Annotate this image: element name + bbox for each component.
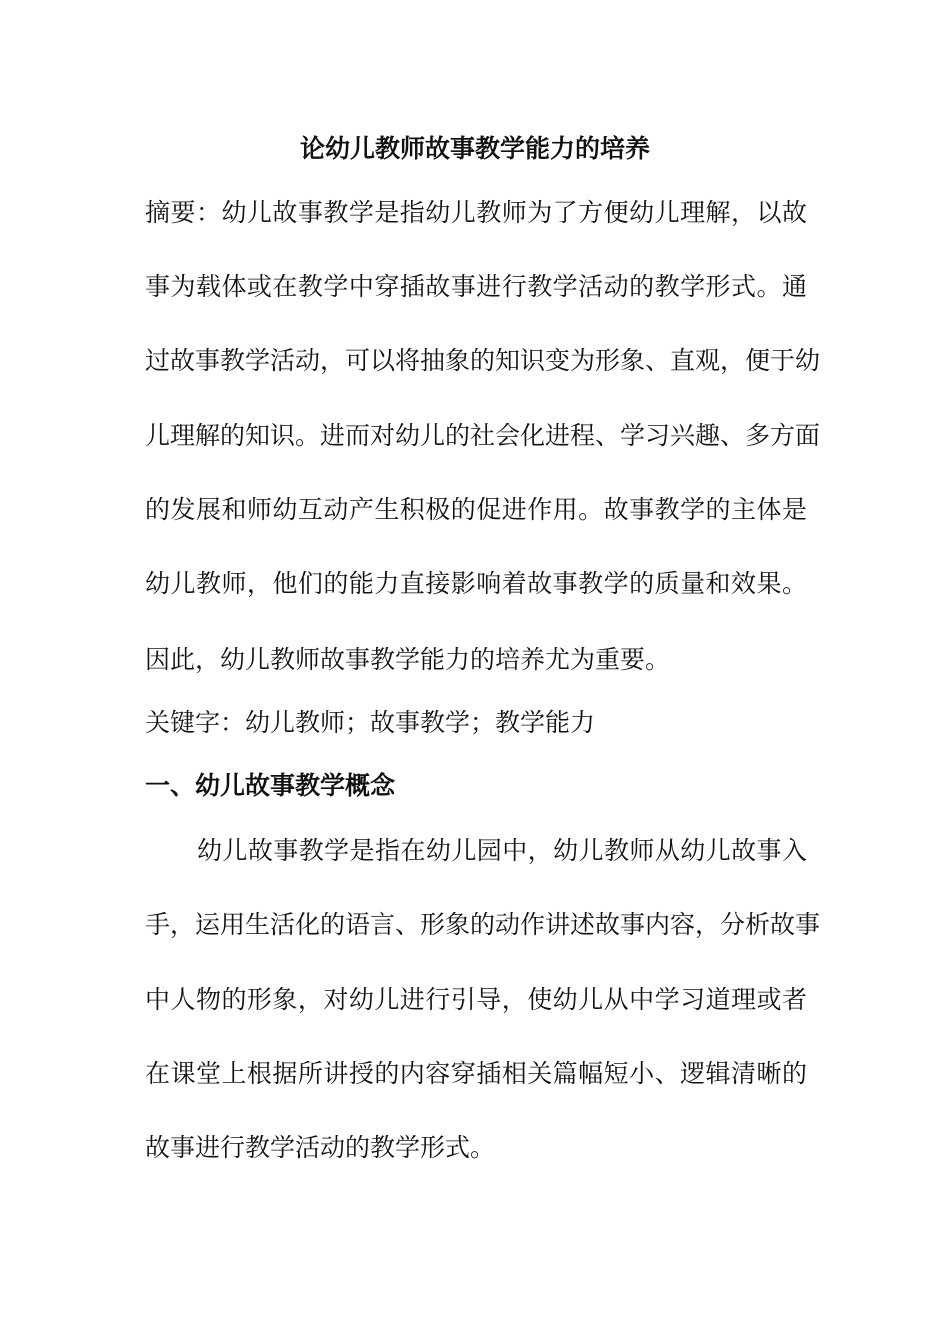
- section-line: 中人物的形象，对幼儿进行引导，使幼儿从中学习道理或者: [145, 985, 807, 1014]
- abstract-line: 因此，幼儿教师故事教学能力的培养尤为重要。: [145, 645, 671, 674]
- document-title: 论幼儿教师故事教学能力的培养: [299, 134, 650, 163]
- abstract-line: 事为载体或在教学中穿插故事进行教学活动的教学形式。通: [145, 272, 807, 301]
- keywords-line: 关键字：幼儿教师；故事教学；教学能力: [145, 708, 596, 737]
- abstract-line: 儿理解的知识。进而对幼儿的社会化进程、学习兴趣、多方面: [145, 421, 821, 450]
- section-line: 幼儿故事教学是指在幼儿园中，幼儿教师从幼儿故事入: [197, 836, 807, 865]
- abstract-line: 摘要：幼儿故事教学是指幼儿教师为了方便幼儿理解，以故: [145, 198, 807, 227]
- abstract-line: 过故事教学活动，可以将抽象的知识变为形象、直观，便于幼: [145, 346, 821, 375]
- section-line: 手，运用生活化的语言、形象的动作讲述故事内容，分析故事: [145, 910, 821, 939]
- section-line: 故事进行教学活动的教学形式。: [145, 1133, 496, 1162]
- section-heading: 一、幼儿故事教学概念: [145, 771, 396, 800]
- section-line: 在课堂上根据所讲授的内容穿插相关篇幅短小、逻辑清晰的: [145, 1059, 807, 1088]
- abstract-line: 幼儿教师，他们的能力直接影响着故事教学的质量和效果。: [145, 569, 807, 598]
- abstract-line: 的发展和师幼互动产生积极的促进作用。故事教学的主体是: [145, 495, 807, 524]
